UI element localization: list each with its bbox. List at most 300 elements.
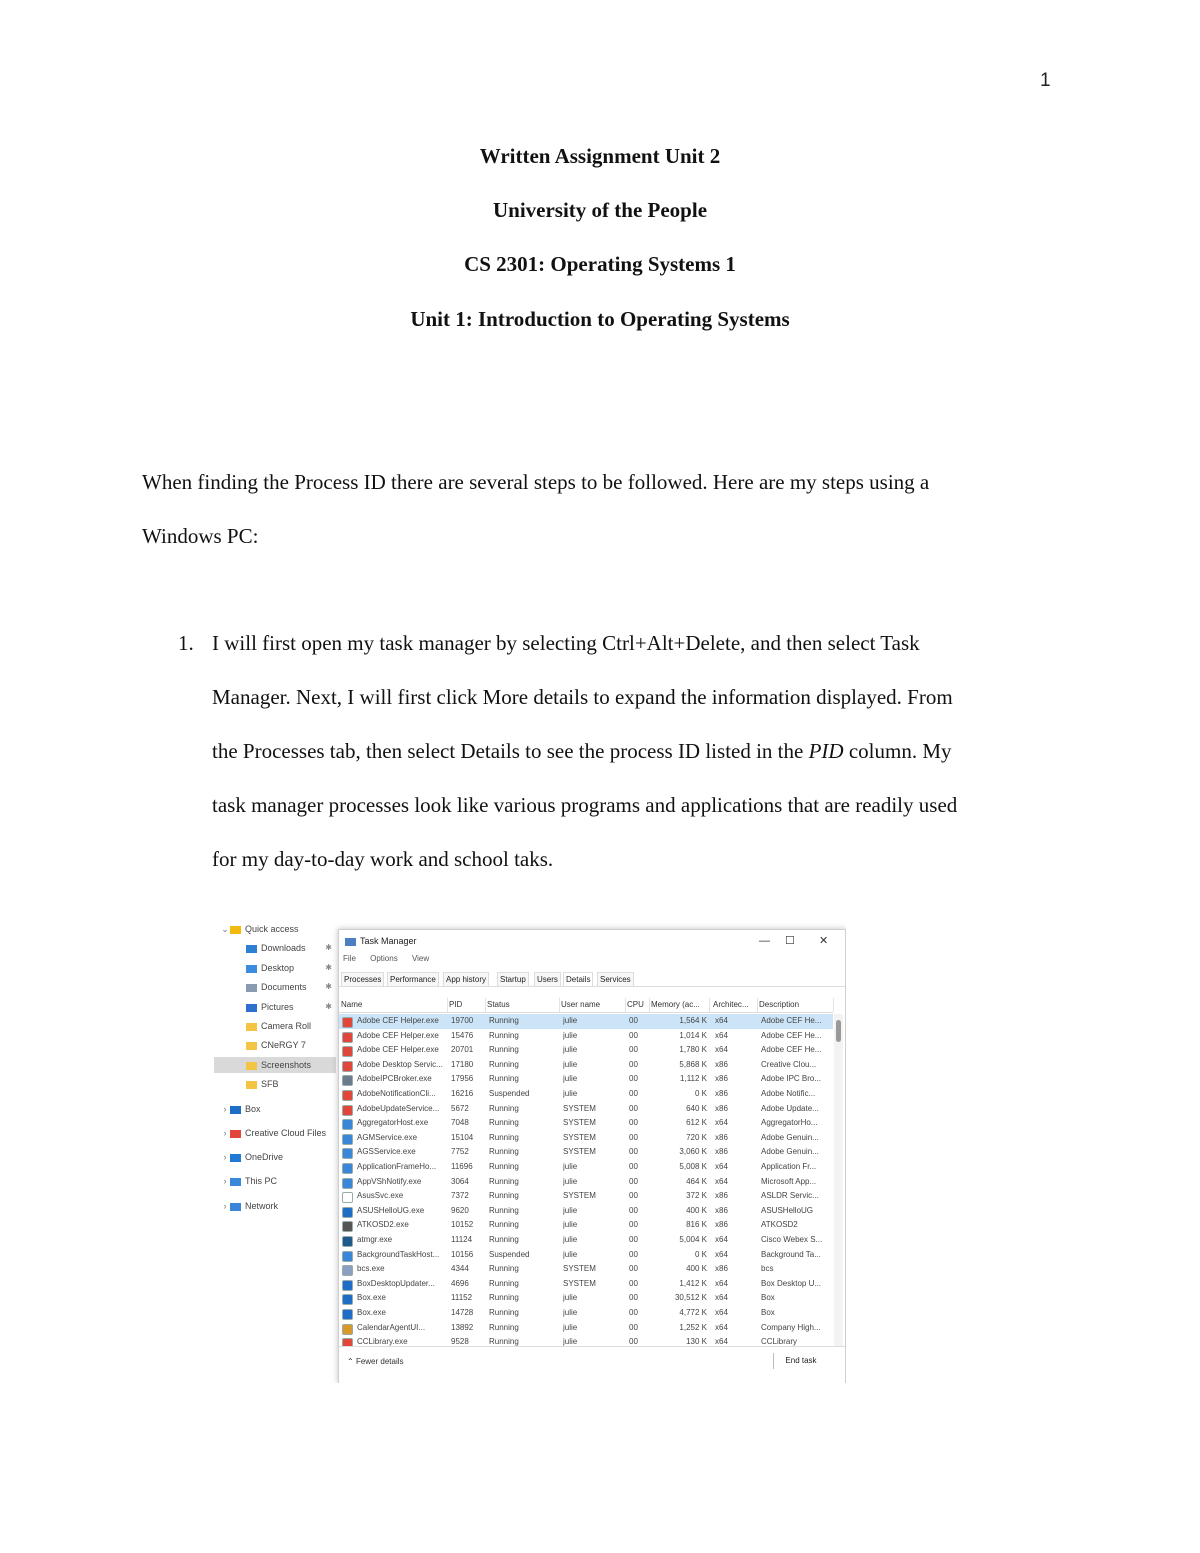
col-status-cell: Running bbox=[489, 1191, 519, 1201]
col-status-cell: Suspended bbox=[489, 1249, 530, 1259]
chevron-icon[interactable]: ⌄ bbox=[221, 924, 229, 934]
process-icon bbox=[342, 1148, 353, 1159]
col-cpu-cell: 00 bbox=[629, 1293, 638, 1303]
title-line-3: CS 2301: Operating Systems 1 bbox=[464, 252, 736, 276]
col-name-cell: Adobe CEF Helper.exe bbox=[357, 1016, 439, 1025]
col-status-cell: Running bbox=[489, 1308, 519, 1317]
tab-startup[interactable]: Startup bbox=[497, 972, 529, 986]
col-pid-cell: 15476 bbox=[451, 1030, 474, 1040]
col-description-cell: Adobe Genuin... bbox=[761, 1132, 819, 1142]
process-icon bbox=[342, 1309, 353, 1320]
explorer-item[interactable] bbox=[214, 999, 336, 1015]
picture-icon bbox=[246, 1004, 257, 1012]
process-icon bbox=[342, 1324, 353, 1335]
minimize-button[interactable]: — bbox=[759, 935, 770, 947]
document-icon bbox=[246, 984, 257, 992]
col-architecture-cell: x86 bbox=[715, 1220, 728, 1230]
col-architecture-cell: x86 bbox=[715, 1074, 728, 1084]
process-row[interactable] bbox=[339, 1306, 833, 1321]
process-icon bbox=[342, 1192, 353, 1203]
col-description-cell: Adobe Update... bbox=[761, 1103, 819, 1113]
col-cpu-cell: 00 bbox=[629, 1045, 638, 1055]
col-pid-cell: 9528 bbox=[451, 1337, 469, 1347]
col-name-cell: CalendarAgentUI... bbox=[357, 1322, 426, 1332]
step-number: 1. bbox=[178, 631, 194, 655]
chevron-icon[interactable]: › bbox=[223, 1128, 227, 1138]
tab-processes[interactable]: Processes bbox=[341, 972, 384, 986]
task-manager-screenshot bbox=[214, 915, 846, 1383]
process-row[interactable] bbox=[339, 1204, 833, 1219]
process-icon bbox=[342, 1075, 353, 1086]
col-name-cell: Adobe CEF Helper.exe bbox=[357, 1045, 439, 1055]
col-user-name-cell: SYSTEM bbox=[563, 1103, 596, 1113]
col-memory-cell: 1,252 K bbox=[679, 1322, 707, 1332]
title-line-2: University of the People bbox=[492, 198, 708, 222]
col-cpu-cell: 00 bbox=[629, 1059, 638, 1069]
col-status-cell: Running bbox=[489, 1264, 519, 1274]
col-cpu-cell: 00 bbox=[629, 1308, 638, 1317]
col-user-name-cell: julie bbox=[563, 1293, 578, 1303]
col-cpu-cell: 00 bbox=[629, 1103, 638, 1113]
col-description-cell: Adobe IPC Bro... bbox=[761, 1074, 822, 1084]
explorer-item-label: CNeRGY 7 bbox=[261, 1040, 306, 1050]
close-button[interactable]: ✕ bbox=[819, 935, 829, 947]
col-pid-cell: 3064 bbox=[451, 1176, 469, 1186]
col-description-header[interactable]: Description bbox=[759, 998, 834, 1012]
col-name-cell: BackgroundTaskHost... bbox=[357, 1249, 440, 1259]
col-pid-cell: 10152 bbox=[451, 1220, 474, 1230]
col-user-name-cell: julie bbox=[563, 1205, 578, 1215]
col-cpu-cell: 00 bbox=[629, 1118, 638, 1128]
explorer-item[interactable] bbox=[214, 921, 336, 937]
col-pid-cell: 11152 bbox=[451, 1293, 473, 1303]
process-icon bbox=[342, 1119, 353, 1130]
col-name-cell: AsusSvc.exe bbox=[357, 1191, 404, 1201]
process-row[interactable] bbox=[339, 1145, 833, 1160]
explorer-item-label: This PC bbox=[245, 1176, 278, 1186]
col-cpu-cell: 00 bbox=[629, 1220, 638, 1230]
col-user-name-cell: SYSTEM bbox=[563, 1264, 596, 1274]
col-pid-cell: 7372 bbox=[451, 1191, 469, 1201]
explorer-item[interactable] bbox=[214, 979, 336, 995]
col-status-cell: Running bbox=[489, 1103, 519, 1113]
col-description-cell: ATKOSD2 bbox=[761, 1220, 798, 1230]
col-status-cell: Running bbox=[489, 1337, 519, 1347]
col-cpu-cell: 00 bbox=[629, 1278, 638, 1288]
col-name-cell: AppVShNotify.exe bbox=[357, 1176, 422, 1186]
folder-icon bbox=[246, 1042, 257, 1050]
col-user-name-cell: julie bbox=[563, 1322, 578, 1332]
col-user-name-cell: julie bbox=[563, 1249, 578, 1259]
col-memory-cell: 400 K bbox=[686, 1264, 707, 1274]
fewer-details-link[interactable]: ⌃ Fewer details bbox=[347, 1357, 404, 1366]
col-pid-cell: 14728 bbox=[451, 1308, 474, 1317]
creative-cloud-icon bbox=[230, 1130, 241, 1138]
col-user-name-cell: julie bbox=[563, 1235, 578, 1244]
col-pid-cell: 17180 bbox=[451, 1059, 474, 1069]
col-cpu-cell: 00 bbox=[629, 1249, 638, 1259]
explorer-item-label: Desktop bbox=[261, 963, 295, 973]
explorer-item-label: SFB bbox=[261, 1079, 279, 1089]
col-pid-cell: 16216 bbox=[451, 1089, 474, 1098]
step-line-4: task manager processes look like various programs and applications that are readily used bbox=[212, 793, 958, 817]
explorer-item[interactable] bbox=[214, 960, 336, 976]
col-pid-cell: 9620 bbox=[451, 1205, 469, 1215]
col-pid-cell: 4344 bbox=[451, 1264, 469, 1274]
col-user-name-cell: julie bbox=[563, 1030, 578, 1040]
process-icon bbox=[342, 1294, 353, 1305]
file-explorer-pane bbox=[214, 915, 338, 1383]
col-user-name-cell: julie bbox=[563, 1016, 578, 1025]
col-memory-cell: 3,060 K bbox=[679, 1147, 707, 1157]
col-description-cell: Box bbox=[761, 1308, 775, 1317]
vertical-scrollbar[interactable] bbox=[834, 1014, 843, 1358]
col-pid-cell: 20701 bbox=[451, 1045, 474, 1055]
col-user-name-cell: julie bbox=[563, 1308, 578, 1317]
chevron-icon[interactable]: › bbox=[223, 1176, 227, 1186]
process-icon bbox=[342, 1032, 353, 1043]
col-memory-cell: 5,008 K bbox=[679, 1162, 707, 1171]
col-status-cell: Running bbox=[489, 1235, 519, 1244]
pin-icon: ✱ bbox=[325, 943, 332, 952]
process-row[interactable] bbox=[339, 1043, 833, 1058]
tab-app-history[interactable]: App history bbox=[443, 972, 489, 986]
explorer-item[interactable] bbox=[214, 1018, 336, 1034]
explorer-item-label: Downloads bbox=[261, 943, 306, 953]
col-name-cell: ATKOSD2.exe bbox=[357, 1220, 409, 1230]
download-icon bbox=[246, 945, 257, 953]
step-line-3-start: the Processes tab, then select Details to see the process ID listed in the bbox=[212, 739, 809, 763]
explorer-item[interactable] bbox=[214, 1101, 336, 1117]
col-architecture-cell: x64 bbox=[715, 1118, 728, 1128]
col-user-name-cell: SYSTEM bbox=[563, 1278, 596, 1288]
desktop-icon bbox=[246, 965, 257, 973]
col-user-name-cell: julie bbox=[563, 1074, 578, 1084]
col-architecture-cell: x86 bbox=[715, 1059, 728, 1069]
title-line-1: Written Assignment Unit 2 bbox=[479, 144, 721, 168]
col-memory-cell: 30,512 K bbox=[674, 1293, 707, 1303]
menu-view[interactable]: View bbox=[411, 954, 430, 963]
col-architecture-cell: x86 bbox=[715, 1264, 728, 1274]
explorer-item-label: Box bbox=[245, 1104, 261, 1114]
col-name-cell: Adobe Desktop Servic... bbox=[357, 1059, 443, 1069]
col-cpu-cell: 00 bbox=[629, 1322, 638, 1332]
col-description-cell: ASLDR Servic... bbox=[761, 1191, 819, 1201]
col-architecture-cell: x86 bbox=[715, 1132, 728, 1142]
col-user-name-cell: SYSTEM bbox=[563, 1132, 596, 1142]
col-memory-cell: 464 K bbox=[686, 1176, 707, 1186]
maximize-button[interactable]: ☐ bbox=[785, 935, 795, 947]
col-description-cell: Adobe CEF He... bbox=[761, 1045, 822, 1055]
process-icon bbox=[342, 1105, 353, 1116]
col-cpu-cell: 00 bbox=[629, 1132, 638, 1142]
col-memory-cell: 5,004 K bbox=[679, 1235, 707, 1244]
tab-performance[interactable]: Performance bbox=[387, 972, 439, 986]
explorer-item[interactable] bbox=[214, 940, 336, 956]
col-name-cell: CCLibrary.exe bbox=[357, 1337, 408, 1347]
col-description-cell: AggregatorHo... bbox=[761, 1118, 818, 1128]
process-row[interactable] bbox=[339, 1160, 833, 1175]
col-name-cell: ASUSHelloUG.exe bbox=[357, 1205, 425, 1215]
col-pid-cell: 7048 bbox=[451, 1118, 469, 1128]
col-memory-cell: 0 K bbox=[694, 1089, 707, 1098]
col-status-cell: Running bbox=[489, 1016, 519, 1025]
step-line-3-end: column. My bbox=[843, 739, 952, 763]
col-description-cell: Background Ta... bbox=[761, 1249, 821, 1259]
explorer-item-label: Camera Roll bbox=[261, 1021, 312, 1031]
task-manager-icon bbox=[345, 938, 356, 946]
pin-icon: ✱ bbox=[325, 1002, 332, 1011]
task-manager-window bbox=[338, 929, 846, 1383]
process-row[interactable] bbox=[339, 1218, 833, 1233]
process-row[interactable] bbox=[339, 1233, 833, 1248]
col-pid-header[interactable]: PID bbox=[449, 998, 486, 1012]
process-row[interactable] bbox=[339, 1175, 833, 1190]
col-architecture-cell: x64 bbox=[715, 1176, 728, 1186]
explorer-item[interactable] bbox=[214, 1076, 336, 1092]
process-row[interactable] bbox=[339, 1131, 833, 1146]
process-icon bbox=[342, 1178, 353, 1189]
col-status-cell: Running bbox=[489, 1030, 519, 1040]
intro-line-2: Windows PC: bbox=[142, 524, 259, 548]
process-icon bbox=[342, 1207, 353, 1218]
col-architecture-cell: x64 bbox=[715, 1030, 728, 1040]
explorer-item[interactable] bbox=[214, 1037, 336, 1053]
process-icon bbox=[342, 1061, 353, 1072]
col-pid-cell: 15104 bbox=[451, 1132, 474, 1142]
col-cpu-cell: 00 bbox=[629, 1191, 638, 1201]
col-name-cell: AdobeUpdateService... bbox=[357, 1103, 440, 1113]
col-cpu-header[interactable]: CPU bbox=[627, 998, 650, 1012]
process-row[interactable] bbox=[339, 1029, 833, 1044]
col-name-cell: AdobeIPCBroker.exe bbox=[357, 1074, 432, 1084]
col-cpu-cell: 00 bbox=[629, 1147, 638, 1157]
process-row[interactable] bbox=[339, 1072, 833, 1087]
col-architecture-cell: x64 bbox=[715, 1235, 728, 1244]
tab-details[interactable]: Details bbox=[563, 972, 593, 986]
col-status-header[interactable]: Status bbox=[487, 998, 560, 1012]
explorer-item-label: Documents bbox=[261, 982, 307, 992]
explorer-item[interactable] bbox=[214, 1057, 336, 1073]
intro-line-1: When finding the Process ID there are several steps to be followed. Here are my steps using a bbox=[142, 470, 930, 494]
col-pid-cell: 19700 bbox=[451, 1016, 474, 1025]
col-status-cell: Running bbox=[489, 1293, 519, 1303]
process-row[interactable] bbox=[339, 1116, 833, 1131]
col-description-cell: ASUSHelloUG bbox=[761, 1205, 814, 1215]
col-memory-cell: 1,780 K bbox=[679, 1045, 707, 1055]
col-memory-cell: 0 K bbox=[694, 1249, 707, 1259]
col-description-cell: Company High... bbox=[761, 1322, 821, 1332]
col-description-cell: Box Desktop U... bbox=[761, 1278, 822, 1288]
col-architecture-cell: x86 bbox=[715, 1147, 728, 1157]
col-name-cell: Adobe CEF Helper.exe bbox=[357, 1030, 439, 1040]
col-memory-cell: 640 K bbox=[686, 1103, 707, 1113]
process-icon bbox=[342, 1090, 353, 1101]
col-status-cell: Running bbox=[489, 1059, 519, 1069]
details-column-header bbox=[339, 998, 833, 1013]
explorer-item-label: Creative Cloud Files bbox=[245, 1128, 327, 1138]
chevron-icon[interactable]: › bbox=[223, 1152, 227, 1162]
process-row[interactable] bbox=[339, 1291, 833, 1306]
col-architecture-cell: x64 bbox=[715, 1293, 728, 1303]
task-manager-title: Task Manager bbox=[360, 936, 417, 946]
fewer-details-label: Fewer details bbox=[355, 1357, 404, 1366]
col-memory-header[interactable]: Memory (ac... bbox=[651, 998, 710, 1012]
col-user-name-cell: julie bbox=[563, 1059, 578, 1069]
explorer-item-label: Pictures bbox=[261, 1002, 294, 1012]
process-icon bbox=[342, 1236, 353, 1247]
step-line-5: for my day-to-day work and school taks. bbox=[212, 847, 554, 871]
col-pid-cell: 11124 bbox=[451, 1235, 473, 1244]
col-pid-cell: 4696 bbox=[451, 1278, 469, 1288]
tab-users[interactable]: Users bbox=[534, 972, 561, 986]
col-architecture-cell: x86 bbox=[715, 1089, 728, 1098]
col-pid-cell: 11696 bbox=[451, 1162, 473, 1171]
col-description-cell: Adobe Notific... bbox=[761, 1089, 816, 1098]
col-architecture-cell: x64 bbox=[715, 1016, 728, 1025]
chevron-icon[interactable]: › bbox=[223, 1201, 227, 1211]
col-memory-cell: 720 K bbox=[686, 1132, 707, 1142]
col-memory-cell: 1,412 K bbox=[679, 1278, 707, 1288]
col-cpu-cell: 00 bbox=[629, 1176, 638, 1186]
col-status-cell: Running bbox=[489, 1205, 519, 1215]
menu-options[interactable]: Options bbox=[370, 954, 398, 963]
task-manager-footer bbox=[339, 1346, 845, 1383]
step-line-1: I will first open my task manager by selecting Ctrl+Alt+Delete, and then select Task bbox=[212, 631, 920, 655]
col-memory-cell: 4,772 K bbox=[679, 1308, 707, 1317]
process-row[interactable] bbox=[339, 1189, 833, 1204]
process-row[interactable] bbox=[339, 1262, 833, 1277]
col-architecture-cell: x64 bbox=[715, 1045, 728, 1055]
explorer-item-label: OneDrive bbox=[245, 1152, 284, 1162]
col-status-cell: Running bbox=[489, 1322, 519, 1332]
col-status-cell: Running bbox=[489, 1045, 519, 1055]
process-row[interactable] bbox=[339, 1014, 833, 1029]
col-architecture-cell: x64 bbox=[715, 1308, 728, 1317]
col-user-name-cell: SYSTEM bbox=[563, 1118, 596, 1128]
menu-file[interactable]: File bbox=[343, 954, 356, 963]
col-memory-cell: 1,564 K bbox=[679, 1016, 707, 1025]
col-architecture-cell: x86 bbox=[715, 1205, 728, 1215]
col-name-header[interactable]: Name bbox=[341, 998, 448, 1012]
col-pid-cell: 17956 bbox=[451, 1074, 474, 1084]
col-description-cell: Adobe Genuin... bbox=[761, 1147, 819, 1157]
col-description-cell: Microsoft App... bbox=[761, 1176, 817, 1186]
process-row[interactable] bbox=[339, 1058, 833, 1073]
col-user-name-cell: SYSTEM bbox=[563, 1191, 596, 1201]
col-status-cell: Running bbox=[489, 1132, 519, 1142]
col-memory-cell: 816 K bbox=[686, 1220, 707, 1230]
col-status-cell: Running bbox=[489, 1278, 519, 1288]
step-line-3 bbox=[212, 739, 952, 764]
process-icon bbox=[342, 1046, 353, 1057]
col-name-cell: bcs.exe bbox=[357, 1264, 385, 1274]
col-memory-cell: 5,868 K bbox=[679, 1059, 707, 1069]
col-memory-cell: 612 K bbox=[686, 1118, 707, 1128]
folder-icon bbox=[246, 1081, 257, 1089]
col-user-name-cell: julie bbox=[563, 1162, 578, 1171]
star-icon bbox=[230, 926, 241, 934]
col-description-cell: Cisco Webex S... bbox=[761, 1235, 823, 1244]
col-name-cell: AGSService.exe bbox=[357, 1147, 416, 1157]
end-task-button[interactable]: End task bbox=[773, 1353, 828, 1369]
process-icon bbox=[342, 1134, 353, 1145]
menu-bar bbox=[343, 952, 441, 966]
col-user-name-cell: julie bbox=[563, 1176, 578, 1186]
explorer-item-label: Screenshots bbox=[261, 1060, 312, 1070]
col-user-name-cell: julie bbox=[563, 1045, 578, 1055]
explorer-item[interactable] bbox=[214, 1149, 336, 1165]
col-cpu-cell: 00 bbox=[629, 1030, 638, 1040]
col-status-cell: Running bbox=[489, 1176, 519, 1186]
col-pid-cell: 13892 bbox=[451, 1322, 474, 1332]
col-cpu-cell: 00 bbox=[629, 1074, 638, 1084]
col-name-cell: Box.exe bbox=[357, 1293, 386, 1303]
explorer-item[interactable] bbox=[214, 1198, 336, 1214]
tab-bar bbox=[339, 970, 845, 987]
page-number: 1 bbox=[1040, 70, 1051, 91]
col-architecture-cell: x64 bbox=[715, 1337, 728, 1347]
col-architecture-cell: x64 bbox=[715, 1249, 728, 1259]
col-name-cell: AggregatorHost.exe bbox=[357, 1118, 429, 1128]
col-name-cell: BoxDesktopUpdater... bbox=[357, 1278, 435, 1288]
scroll-thumb[interactable] bbox=[836, 1020, 841, 1042]
col-architecture-cell: x64 bbox=[715, 1278, 728, 1288]
col-description-cell: Box bbox=[761, 1293, 775, 1303]
col-user-name-header[interactable]: User name bbox=[561, 998, 626, 1012]
explorer-item-label: Network bbox=[245, 1201, 279, 1211]
col-user-name-cell: julie bbox=[563, 1089, 578, 1098]
col-user-name-cell: julie bbox=[563, 1220, 578, 1230]
explorer-item[interactable] bbox=[214, 1125, 336, 1141]
process-icon bbox=[342, 1163, 353, 1174]
col-architecture-cell: x64 bbox=[715, 1162, 728, 1171]
explorer-item[interactable] bbox=[214, 1173, 336, 1189]
col-architecture-cell: x86 bbox=[715, 1103, 728, 1113]
pc-icon bbox=[230, 1178, 241, 1186]
col-name-cell: AGMService.exe bbox=[357, 1132, 418, 1142]
col-cpu-cell: 00 bbox=[629, 1162, 638, 1171]
folder-icon bbox=[246, 1023, 257, 1031]
col-name-cell: AdobeNotificationCli... bbox=[357, 1089, 436, 1098]
col-status-cell: Running bbox=[489, 1162, 519, 1171]
process-row[interactable] bbox=[339, 1087, 833, 1102]
col-user-name-cell: SYSTEM bbox=[563, 1147, 596, 1157]
col-name-cell: atmgr.exe bbox=[357, 1235, 393, 1244]
col-description-cell: Adobe CEF He... bbox=[761, 1030, 822, 1040]
col-cpu-cell: 00 bbox=[629, 1205, 638, 1215]
col-status-cell: Running bbox=[489, 1220, 519, 1230]
col-architecture-header[interactable]: Architec... bbox=[713, 998, 758, 1012]
step-line-2: Manager. Next, I will first click More details to expand the information displayed. From bbox=[212, 685, 953, 709]
process-row[interactable] bbox=[339, 1102, 833, 1117]
col-cpu-cell: 00 bbox=[629, 1089, 638, 1098]
col-description-cell: Application Fr... bbox=[761, 1162, 817, 1171]
tab-services[interactable]: Services bbox=[597, 972, 634, 986]
process-row[interactable] bbox=[339, 1321, 833, 1336]
process-row[interactable] bbox=[339, 1248, 833, 1263]
chevron-icon[interactable]: › bbox=[223, 1104, 227, 1114]
col-status-cell: Suspended bbox=[489, 1089, 530, 1098]
col-memory-cell: 400 K bbox=[686, 1205, 707, 1215]
process-row[interactable] bbox=[339, 1277, 833, 1292]
col-memory-cell: 372 K bbox=[686, 1191, 707, 1201]
col-name-cell: ApplicationFrameHo... bbox=[357, 1162, 437, 1171]
col-cpu-cell: 00 bbox=[629, 1337, 638, 1347]
col-cpu-cell: 00 bbox=[629, 1235, 638, 1244]
col-memory-cell: 130 K bbox=[686, 1337, 707, 1347]
col-memory-cell: 1,112 K bbox=[680, 1074, 707, 1084]
